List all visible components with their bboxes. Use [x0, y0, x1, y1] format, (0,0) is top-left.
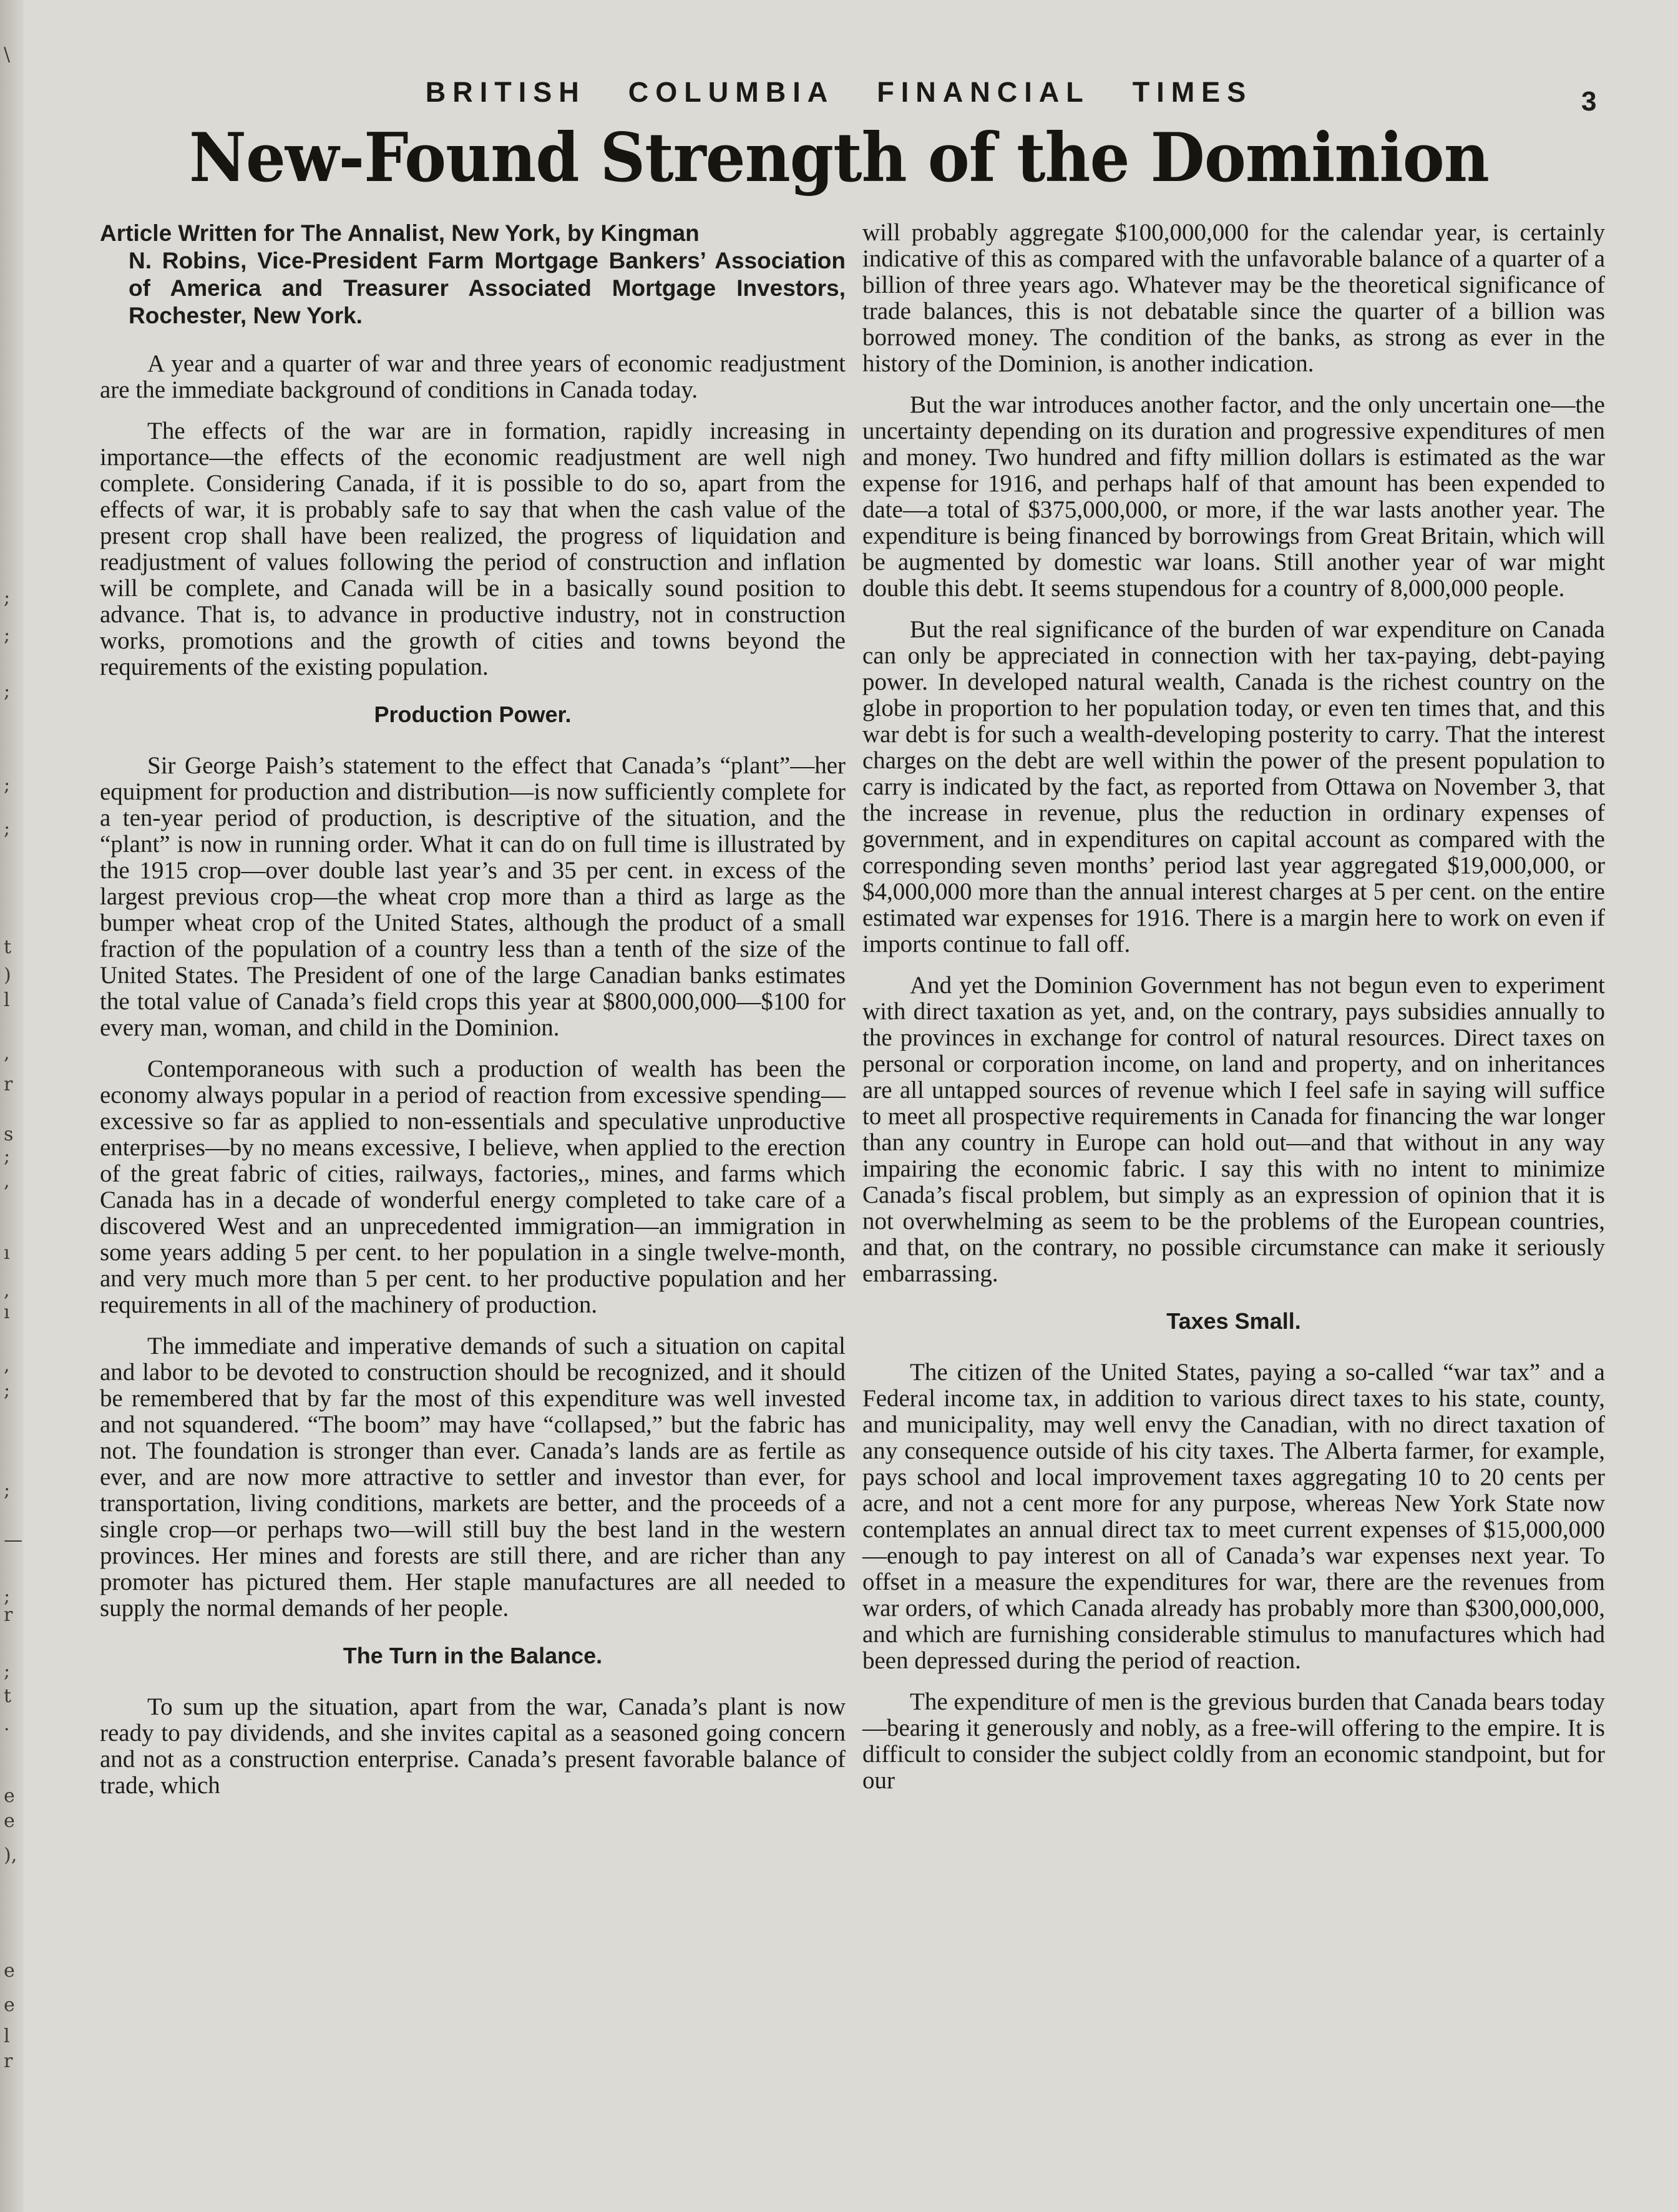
masthead-word: COLUMBIA — [628, 76, 835, 108]
edge-mark: ; — [4, 624, 11, 646]
section-heading: Taxes Small. — [1166, 1308, 1301, 1334]
edge-mark: ; — [4, 1145, 11, 1167]
edge-mark: ; — [4, 680, 11, 702]
masthead-word: FINANCIAL — [877, 76, 1090, 108]
edge-mark: . — [4, 1713, 10, 1735]
edge-mark: ) — [4, 964, 11, 986]
masthead-word: TIMES — [1132, 76, 1253, 108]
edge-mark: ; — [4, 774, 11, 796]
edge-mark: ı — [4, 1242, 10, 1264]
page-edge — [0, 0, 24, 2212]
edge-mark: ; — [4, 1660, 11, 1682]
edge-mark: r — [4, 1604, 13, 1626]
edge-mark: , — [4, 1042, 10, 1064]
right-column — [862, 220, 1605, 2186]
edge-mark: , — [4, 1354, 10, 1376]
edge-mark: ; — [4, 587, 11, 609]
paragraph: The citizen of the United States, paying a so-called “war tax” and a Federal income tax, in addition to various direct taxes to his state, county, and municipality, may well envy the Canadian, with no direct taxation of any consequence outside of his city taxes. The Alberta farmer, for example, pays school and local improvement taxes aggregating 10 to 20 cents per acre, and not a cent more for any purpose, whereas New York State now contemplates an annual direct tax to meet current expenses of $15,000,000—enough to pay interest on all of Canada’s war expenses next year. To offset in a measure the expenditures for war, there are the revenues from war orders, of which Canada already has probably more than $300,000,000, and which are furnishing considerable stimulus to manufactures which had been depressed during the period of reaction. — [862, 1359, 1605, 1674]
edge-mark: , — [4, 1170, 10, 1192]
paragraph: And yet the Dominion Government has not begun even to experiment with direct taxation as yet, and, on the contrary, pays subsidies annually to the provinces in exchange for control of natural resources. Direct taxes on personal or corporation income, on land and property, and on inheritances are all untapped sources of revenue which I feel safe in saying will suffice to meet all prospective requirements in Canada for financing the war longer than any country in Europe can hold out—and that without in any way impairing the economic fabric. I say this with no intent to minimize Canada’s fiscal problem, but simply as an expression of opinion that it is not overwhelming as seem to be the problems of the European countries, and that, on the contrary, no possible circumstance can make it seriously embarrassing. — [862, 972, 1605, 1287]
edge-mark: ; — [4, 1379, 11, 1401]
byline-first-line: Article Written for The Annalist, New York, by Kingman — [100, 220, 700, 246]
paragraph: A year and a quarter of war and three years of economic readjustment are the immediate background of conditions in Canada today. — [100, 350, 846, 403]
edge-mark: t — [4, 936, 12, 958]
edge-mark: ; — [4, 1479, 11, 1501]
edge-mark: e — [4, 1810, 15, 1832]
edge-mark: t — [4, 1685, 12, 1707]
page-number: 3 — [1581, 86, 1597, 117]
paragraph: Contemporaneous with such a production of wealth has been the economy always popular in a period of reaction from excessive spending—excessive so far as applied to non-essentials and speculative unproductive enterprises—by no means excessive, I believe, when applied to the erection of the great fabric of cities, railways, factories,, mines, and farms which Canada has in a decade of wonderful energy completed to take care of a discovered West and an unprecedented immigration—an immigration in some years adding 5 per cent. to her population in a single twelve-month, and very much more than 5 per cent. to her productive population and her requirements in all of the machinery of production. — [100, 1055, 846, 1318]
paragraph: But the war introduces another factor, and the only uncertain one—the uncertainty depending on its duration and progressive expenditures of men and money. Two hundred and fifty million dollars is estimated as the war expense for 1916, and perhaps half of that amount has been expended to date—a total of $375,000,000, or more, if the war lasts another year. The expenditure is being financed by borrowings from Great Britain, which will be augmented by domestic war loans. Still another year of war might double this debt. It seems stupendous for a country of 8,000,000 people. — [862, 391, 1605, 602]
edge-mark: — — [4, 1529, 22, 1551]
byline-rest: N. Robins, Vice-President Farm Mortgage Bankers’ Association of America and Treasurer Associated Mortgage Investors, Rochester, New York. — [129, 248, 846, 328]
paragraph: The expenditure of men is the grevious burden that Canada bears today—bearing it generously and nobly, as a free-will offering to the empire. It is difficult to consider the subject coldly from an economic standpoint, but for our — [862, 1688, 1605, 1794]
paragraph: The immediate and imperative demands of such a situation on capital and labor to be devoted to construction should be recognized, and it should be remembered that by far the most of this expenditure was well invested and not squandered. “The boom” may have “collapsed,” but the fabric has not. The foundation is stronger than ever. Canada’s lands are as fertile as ever, and are now more attractive to settler and investor than ever, for transportation, living conditions, markets are better, and the proceeds of a single crop—or perhaps two—will still buy the best land in the western provinces. Her mines and forests are still there, and are richer than any promoter has pictured them. Her staple manufactures are all needed to supply the normal demands of her people. — [100, 1333, 846, 1622]
masthead-word: BRITISH — [425, 76, 586, 108]
edge-mark: e — [4, 1994, 15, 2016]
section-heading: Production Power. — [374, 702, 572, 727]
paragraph: Sir George Paish’s statement to the effect that Canada’s “plant”—her equipment for production and distribution—is now sufficiently complete for a ten-year period of production, is descriptive of the situation, and the “plant” is now in running order. What it can do on full time is illustrated by the 1915 crop—over double last year’s and 35 per cent. in excess of the largest previous crop—the wheat crop more than a third as large as the bumper wheat crop of the United States, although the product of a small fraction of the population of a country less than a tenth of the size of the United States. The President of one of the large Canadian banks estimates the total value of Canada’s field crops this year at $800,000,000—$100 for every man, woman, and child in the Dominion. — [100, 752, 846, 1041]
edge-mark: l — [4, 2025, 10, 2047]
edge-mark: r — [4, 1074, 13, 1095]
article-byline — [100, 220, 846, 330]
paragraph: To sum up the situation, apart from the war, Canada’s plant is now ready to pay dividends, and she invites capital as a seasoned going concern and not as a construction enterprise. Canada’s present favorable balance of trade, which — [100, 1693, 846, 1799]
edge-mark: \ — [4, 44, 11, 66]
edge-mark: s — [4, 1123, 14, 1145]
paragraph: But the real significance of the burden of war expenditure on Canada can only be appreciated in connection with her tax-paying, debt-paying power. In developed natural wealth, Canada is the richest country on the globe in proportion to her population today, or even ten times that, and this war debt is for such a wealth-developing posterity to carry. That the interest charges on the debt are well within the power of the present population to carry is indicated by the fact, as reported from Ottawa on November 3, that the increase in revenue, plus the reduction in ordinary expenses of government, and in expenditures on capital account as compared with the corresponding seven months’ period last year aggregated $19,000,000, or $4,000,000 more than the annual interest charges at 5 per cent. on the entire estimated war expenses for 1916. There is a margin here to work on even if imports continue to fall off. — [862, 616, 1605, 957]
edge-mark: l — [4, 989, 10, 1011]
edge-mark: e — [4, 1785, 15, 1807]
section-heading: The Turn in the Balance. — [343, 1643, 603, 1668]
edge-mark: , — [4, 1280, 10, 1301]
masthead — [0, 76, 1678, 109]
article-headline: New-Found Strength of the Dominion — [189, 119, 1489, 197]
edge-mark: e — [4, 1960, 15, 1982]
paragraph: The effects of the war are in formation, rapidly increasing in importance—the effects of the economic readjustment are well nigh complete. Considering Canada, if it is possible to do so, apart from the effects of war, it is probably safe to say that when the cash value of the present crop shall have been realized, the progress of liquidation and readjustment of values following the period of construction and inflation will be complete, and Canada will be in a basically sound position to advance. That is, to advance in productive industry, not in construction works, promotions and the growth of cities and towns beyond the requirements of the existing population. — [100, 418, 846, 680]
edge-mark: ı — [4, 1301, 10, 1323]
edge-mark: ; — [4, 818, 11, 839]
edge-mark: r — [4, 2050, 13, 2072]
edge-mark: ), — [4, 1844, 17, 1866]
edge-mark: ; — [4, 1585, 11, 1607]
paragraph: will probably aggregate $100,000,000 for the calendar year, is certainly indicative of this as compared with the unfavorable balance of a quarter of a billion of three years ago. Whatever may be the theoretical significance of trade balances, this is not debatable since the quarter of a billion was borrowed money. The condition of the banks, as strong as ever in the history of the Dominion, is another indication. — [862, 219, 1605, 377]
left-column — [100, 220, 846, 2186]
